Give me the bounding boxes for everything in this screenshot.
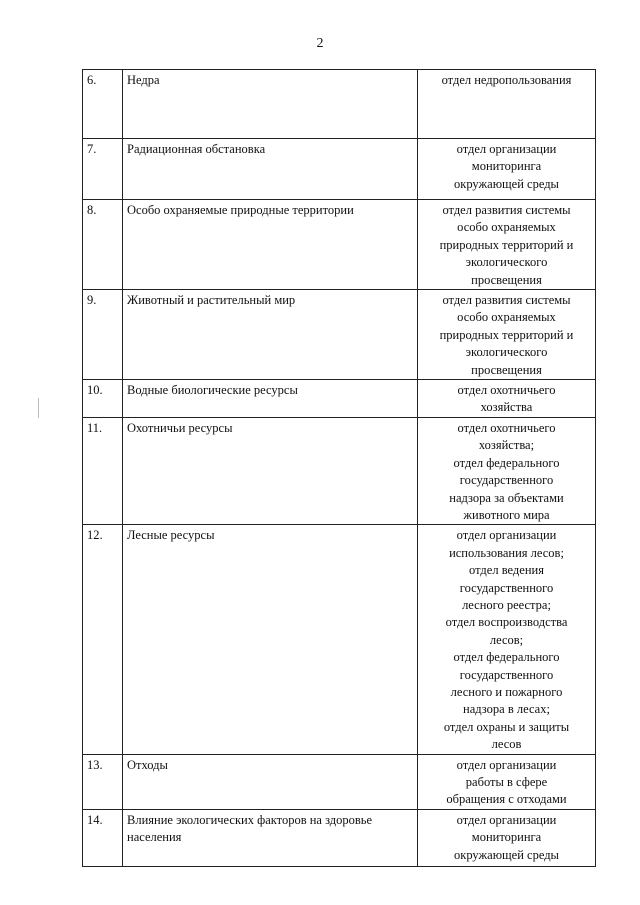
row-department: отдел охотничьего хозяйства <box>418 380 596 418</box>
row-number: 10. <box>83 380 123 418</box>
row-topic: Охотничьи ресурсы <box>123 417 418 524</box>
table-row <box>83 70 596 139</box>
row-department: отдел охотничьего хозяйства; отдел федерального государственного надзора за объектами животного мира <box>418 417 596 524</box>
table-row <box>83 380 596 418</box>
row-department: отдел недропользования <box>418 70 596 139</box>
row-department: отдел развития системы особо охраняемых природных территорий и экологического просвещения <box>418 200 596 290</box>
row-topic: Животный и растительный мир <box>123 290 418 380</box>
row-department: отдел организации работы в сфере обращения с отходами <box>418 754 596 809</box>
table-row <box>83 417 596 524</box>
table-row <box>83 200 596 290</box>
row-department: отдел организации мониторинга окружающей среды <box>418 809 596 866</box>
table-row <box>83 290 596 380</box>
row-number: 6. <box>83 70 123 139</box>
page-number: 2 <box>316 36 324 51</box>
row-department: отдел организации использования лесов; отдел ведения государственного лесного реестра; отдел воспроизводства лесов; отдел федерального государственного лесного и пожарного надзора в лесах; отдел охраны и защиты лесов <box>418 525 596 754</box>
table-row <box>83 139 596 200</box>
table-row <box>83 525 596 754</box>
row-topic: Особо охраняемые природные территории <box>123 200 418 290</box>
row-number: 11. <box>83 417 123 524</box>
row-topic: Лесные ресурсы <box>123 525 418 754</box>
scan-margin-mark <box>38 398 39 418</box>
row-topic: Водные биологические ресурсы <box>123 380 418 418</box>
row-number: 13. <box>83 754 123 809</box>
row-topic: Радиационная обстановка <box>123 139 418 200</box>
row-topic: Отходы <box>123 754 418 809</box>
row-number: 14. <box>83 809 123 866</box>
row-number: 7. <box>83 139 123 200</box>
table-row <box>83 809 596 866</box>
row-department: отдел организации мониторинга окружающей среды <box>418 139 596 200</box>
row-number: 12. <box>83 525 123 754</box>
row-number: 9. <box>83 290 123 380</box>
row-topic: Влияние экологических факторов на здоровье населения <box>123 809 418 866</box>
row-number: 8. <box>83 200 123 290</box>
row-topic: Недра <box>123 70 418 139</box>
table-row <box>83 754 596 809</box>
row-department: отдел развития системы особо охраняемых природных территорий и экологического просвещения <box>418 290 596 380</box>
departments-table <box>82 69 596 867</box>
